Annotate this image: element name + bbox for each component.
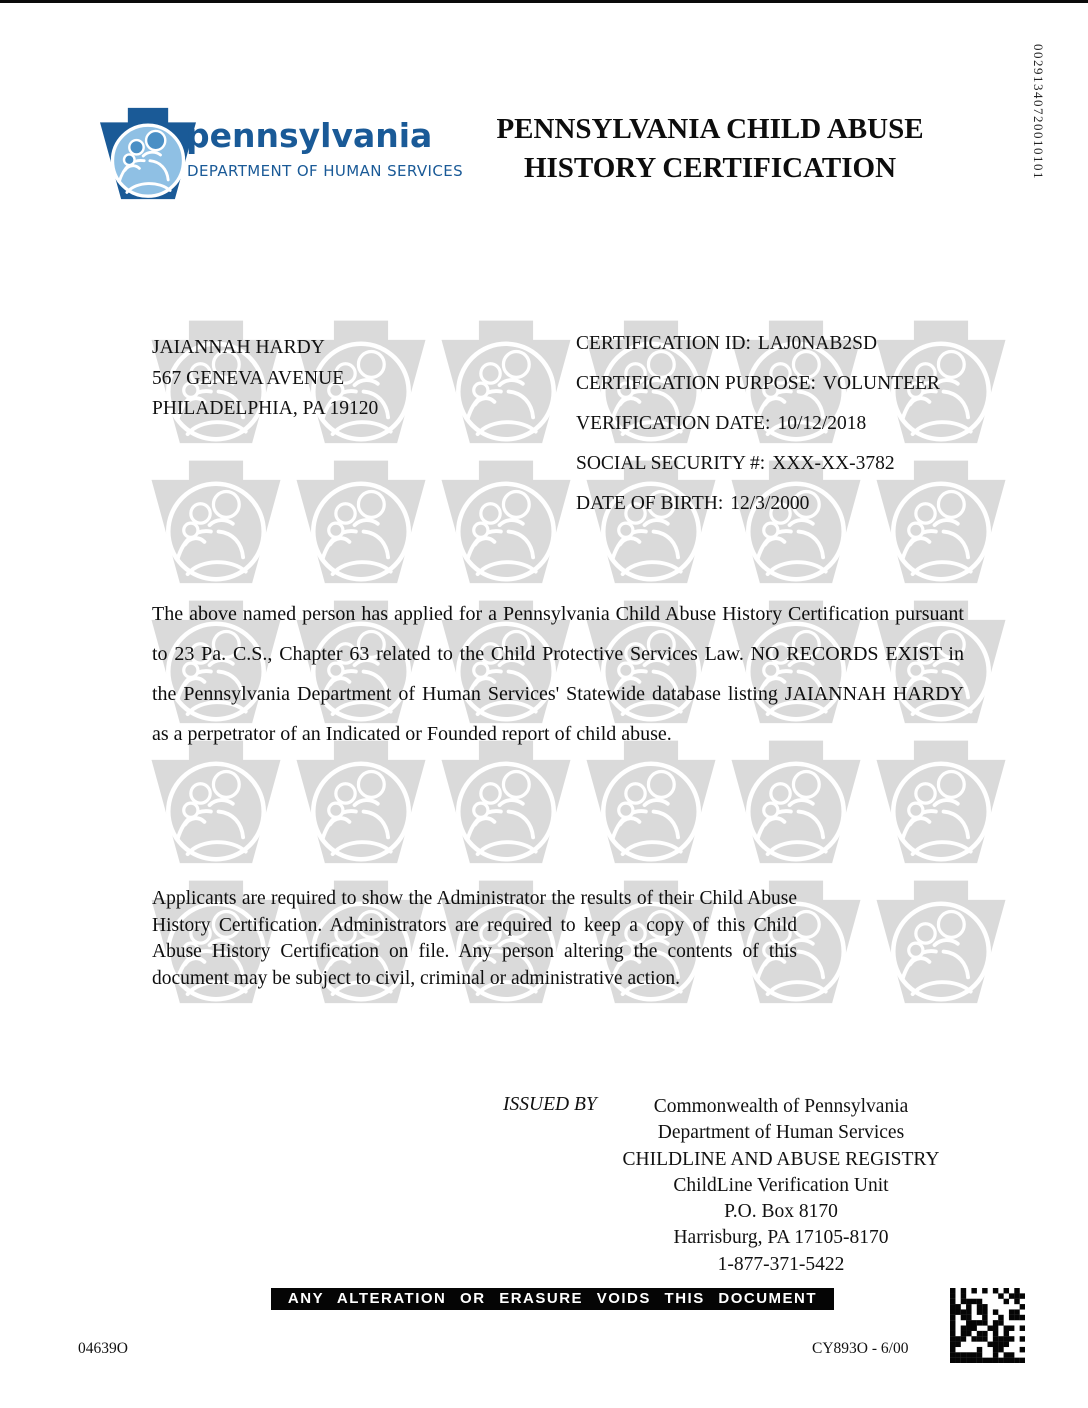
data-matrix-barcode: [950, 1288, 1025, 1363]
document-title: [468, 110, 952, 188]
issuer-line: 1-877-371-5422: [717, 1253, 845, 1275]
field-value: 12/3/2000: [730, 493, 810, 514]
field-label: CERTIFICATION PURPOSE:: [576, 373, 816, 394]
date-of-birth-row: [576, 493, 940, 533]
page-top-edge: [0, 0, 1088, 3]
certification-details: [576, 333, 940, 533]
alteration-warning-bar: ANY ALTERATION OR ERASURE VOIDS THIS DOCUMENT: [271, 1288, 834, 1310]
certification-statement: The above named person has applied for a Pennsylvania Child Abuse History Certification pursuant to 23 Pa. C.S., Chapter 63 related to the Child Protective Services Law. NO RECORDS EXIST in the Pennsylvania Department of Human Services' Statewide database listing JAIANNAH HARDY as a perpetrator of an Indicated or Founded report of child abuse.: [152, 603, 964, 745]
issued-by-block: [593, 1094, 969, 1278]
certification-purpose-row: [576, 373, 940, 413]
applicants-notice: Applicants are required to show the Administrator the results of their Child Abuse History Certification. Administrators are required to keep a copy of this Child Abuse History Certification on file. Any person altering the contents of this document may be subject to civil, criminal or administrative action.: [152, 888, 797, 989]
title-line-2: HISTORY CERTIFICATION: [523, 152, 897, 184]
issuer-line: P.O. Box 8170: [724, 1201, 838, 1223]
verification-date-row: [576, 413, 940, 453]
issuer-line: Commonwealth of Pennsylvania: [653, 1096, 909, 1117]
field-label: DATE OF BIRTH:: [576, 493, 724, 514]
field-label: VERIFICATION DATE:: [576, 413, 771, 434]
field-value: XXX-XX-3782: [772, 453, 895, 474]
title-line-1: PENNSYLVANIA CHILD ABUSE: [496, 113, 924, 145]
recipient-name: JAIANNAH HARDY: [152, 337, 325, 358]
field-value: VOLUNTEER: [822, 373, 940, 394]
issuer-line: Department of Human Services: [657, 1122, 905, 1144]
recipient-city: PHILADELPHIA, PA 19120: [152, 398, 379, 419]
field-label: SOCIAL SECURITY #:: [576, 453, 766, 474]
certification-id-row: [576, 333, 940, 373]
issued-by-label: ISSUED BY: [503, 1094, 597, 1115]
field-value: 10/12/2018: [777, 413, 867, 434]
issuer-line: CHILDLINE AND ABUSE REGISTRY: [622, 1148, 940, 1170]
social-security-row: [576, 453, 940, 493]
issuer-line: ChildLine Verification Unit: [673, 1174, 889, 1196]
logo-subtitle: DEPARTMENT OF HUMAN SERVICES: [187, 162, 464, 180]
form-revision-code: CY893O - 6/00: [812, 1340, 909, 1357]
form-number: 04639O: [78, 1340, 128, 1357]
recipient-address: [152, 333, 378, 425]
field-label: CERTIFICATION ID:: [576, 333, 751, 354]
issuer-line: Harrisburg, PA 17105-8170: [673, 1227, 889, 1249]
recipient-street: 567 GENEVA AVENUE: [152, 367, 345, 389]
serial-number: 00291340720010101: [1031, 44, 1046, 180]
field-value: LAJ0NAB2SD: [757, 333, 878, 354]
logo-wordmark: pennsylvania: [186, 116, 433, 155]
keystone-family-icon: [100, 106, 196, 202]
